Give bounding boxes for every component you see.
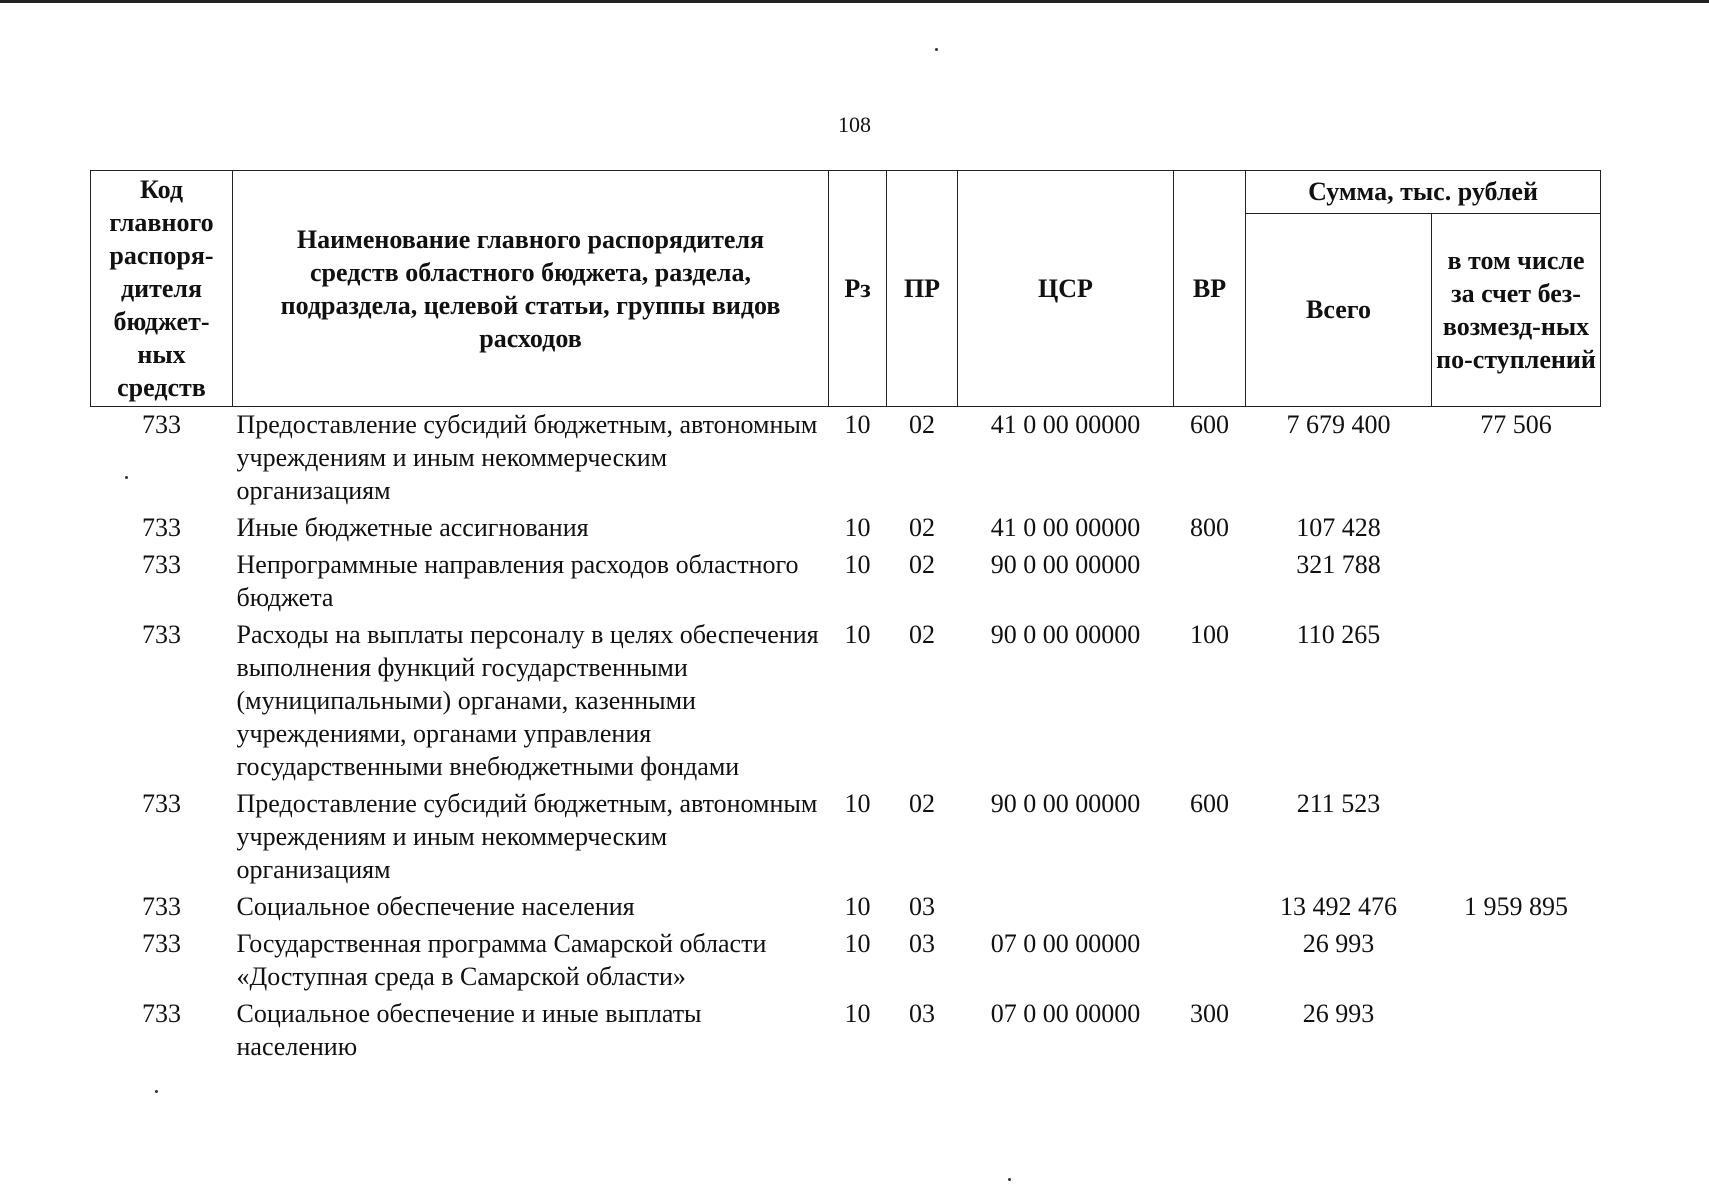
- cell-pr: 02: [909, 410, 935, 439]
- cell-vr: [1174, 926, 1246, 996]
- cell-vr: 300: [1190, 999, 1229, 1028]
- cell-csr: 90 0 00 00000: [990, 620, 1141, 649]
- cell-vr: [1174, 547, 1246, 617]
- header-code: Код главного распоря-дителя бюджет-ных средств: [91, 171, 233, 407]
- cell-csr: 90 0 00 00000: [990, 789, 1141, 818]
- cell-total: 26 993: [1302, 999, 1375, 1028]
- cell-csr: 07 0 00 00000: [990, 929, 1141, 958]
- cell-free: [1432, 617, 1601, 786]
- cell-total: 211 523: [1296, 789, 1381, 818]
- cell-name: Предоставление субсидий бюджетным, автономным учреждениям и иным некоммерческим организациям: [236, 410, 818, 505]
- top-border-rule: [0, 0, 1709, 3]
- cell-rz: 10: [844, 410, 871, 439]
- cell-code: 733: [142, 410, 181, 439]
- page-number: 108: [838, 112, 871, 137]
- table-row: [91, 926, 1601, 996]
- cell-name: Непрограммные направления расходов областного бюджета: [236, 550, 799, 612]
- cell-pr: 03: [909, 929, 935, 958]
- header-rz: Рз: [829, 171, 887, 407]
- cell-free: 77 506: [1480, 410, 1552, 439]
- cell-csr: 07 0 00 00000: [990, 999, 1141, 1028]
- cell-free: [1432, 547, 1601, 617]
- cell-free: [1432, 996, 1601, 1066]
- table-row: [91, 996, 1601, 1066]
- cell-name: Социальное обеспечение населения: [236, 892, 635, 921]
- cell-code: 733: [142, 513, 181, 542]
- cell-name: Социальное обеспечение и иные выплаты населению: [236, 999, 702, 1061]
- cell-total: 110 265: [1296, 620, 1381, 649]
- cell-rz: 10: [844, 999, 871, 1028]
- cell-code: 733: [142, 929, 181, 958]
- cell-rz: 10: [844, 929, 871, 958]
- table-row: [91, 510, 1601, 547]
- cell-pr: 03: [909, 999, 935, 1028]
- cell-rz: 10: [844, 550, 871, 579]
- cell-total: 26 993: [1302, 929, 1375, 958]
- cell-pr: 02: [909, 789, 935, 818]
- cell-vr: 600: [1190, 410, 1229, 439]
- cell-csr: [958, 889, 1174, 926]
- cell-name: Расходы на выплаты персоналу в целях обеспечения выполнения функций государственными (муниципальными) органами, казенными учреждениями, органами управления государственными внебюджетными фондами: [236, 620, 819, 781]
- cell-vr: [1174, 889, 1246, 926]
- cell-code: 733: [142, 620, 181, 649]
- table-row: [91, 407, 1601, 511]
- cell-code: 733: [142, 789, 181, 818]
- cell-rz: 10: [844, 892, 871, 921]
- table-row: [91, 617, 1601, 786]
- table-row: [91, 889, 1601, 926]
- cell-pr: 02: [909, 513, 935, 542]
- cell-vr: 600: [1190, 789, 1229, 818]
- cell-rz: 10: [844, 620, 871, 649]
- cell-csr: 41 0 00 00000: [990, 513, 1141, 542]
- cell-name: Иные бюджетные ассигнования: [236, 513, 589, 542]
- cell-name: Предоставление субсидий бюджетным, автономным учреждениям и иным некоммерческим организациям: [236, 789, 818, 884]
- cell-pr: 03: [909, 892, 935, 921]
- cell-csr: 41 0 00 00000: [990, 410, 1141, 439]
- budget-table: [90, 170, 1601, 1066]
- header-sum-group: Сумма, тыс. рублей: [1246, 171, 1601, 214]
- cell-rz: 10: [844, 513, 871, 542]
- cell-free: 1 959 895: [1464, 892, 1568, 921]
- cell-free: [1432, 786, 1601, 889]
- cell-free: [1432, 510, 1601, 547]
- table-body: [91, 407, 1601, 1067]
- cell-vr: 800: [1190, 513, 1229, 542]
- table-row: [91, 786, 1601, 889]
- table-row: [91, 547, 1601, 617]
- header-total: Всего: [1246, 213, 1432, 406]
- cell-total: 13 492 476: [1280, 892, 1397, 921]
- cell-pr: 02: [909, 550, 935, 579]
- cell-rz: 10: [844, 789, 871, 818]
- cell-code: 733: [142, 999, 181, 1028]
- header-csr: ЦСР: [958, 171, 1174, 407]
- cell-code: 733: [142, 550, 181, 579]
- cell-vr: 100: [1190, 620, 1229, 649]
- scan-speck: [155, 1090, 158, 1093]
- cell-total: 107 428: [1296, 513, 1381, 542]
- cell-free: [1432, 926, 1601, 996]
- header-name: Наименование главного распорядителя средств областного бюджета, раздела, подраздела, целевой статьи, группы видов расходов: [233, 171, 829, 407]
- header-pr: ПР: [887, 171, 958, 407]
- cell-total: 7 679 400: [1286, 410, 1391, 439]
- cell-csr: 90 0 00 00000: [990, 550, 1141, 579]
- cell-pr: 02: [909, 620, 935, 649]
- scan-speck: [935, 48, 938, 51]
- cell-name: Государственная программа Самарской области «Доступная среда в Самарской области»: [236, 929, 767, 991]
- cell-total: 321 788: [1296, 550, 1381, 579]
- scan-speck: [125, 476, 128, 479]
- scan-speck: [1008, 1178, 1011, 1181]
- header-vr: ВР: [1174, 171, 1246, 407]
- header-free: в том числе за счет без-возмезд-ных по-ступлений: [1432, 213, 1601, 406]
- cell-code: 733: [142, 892, 181, 921]
